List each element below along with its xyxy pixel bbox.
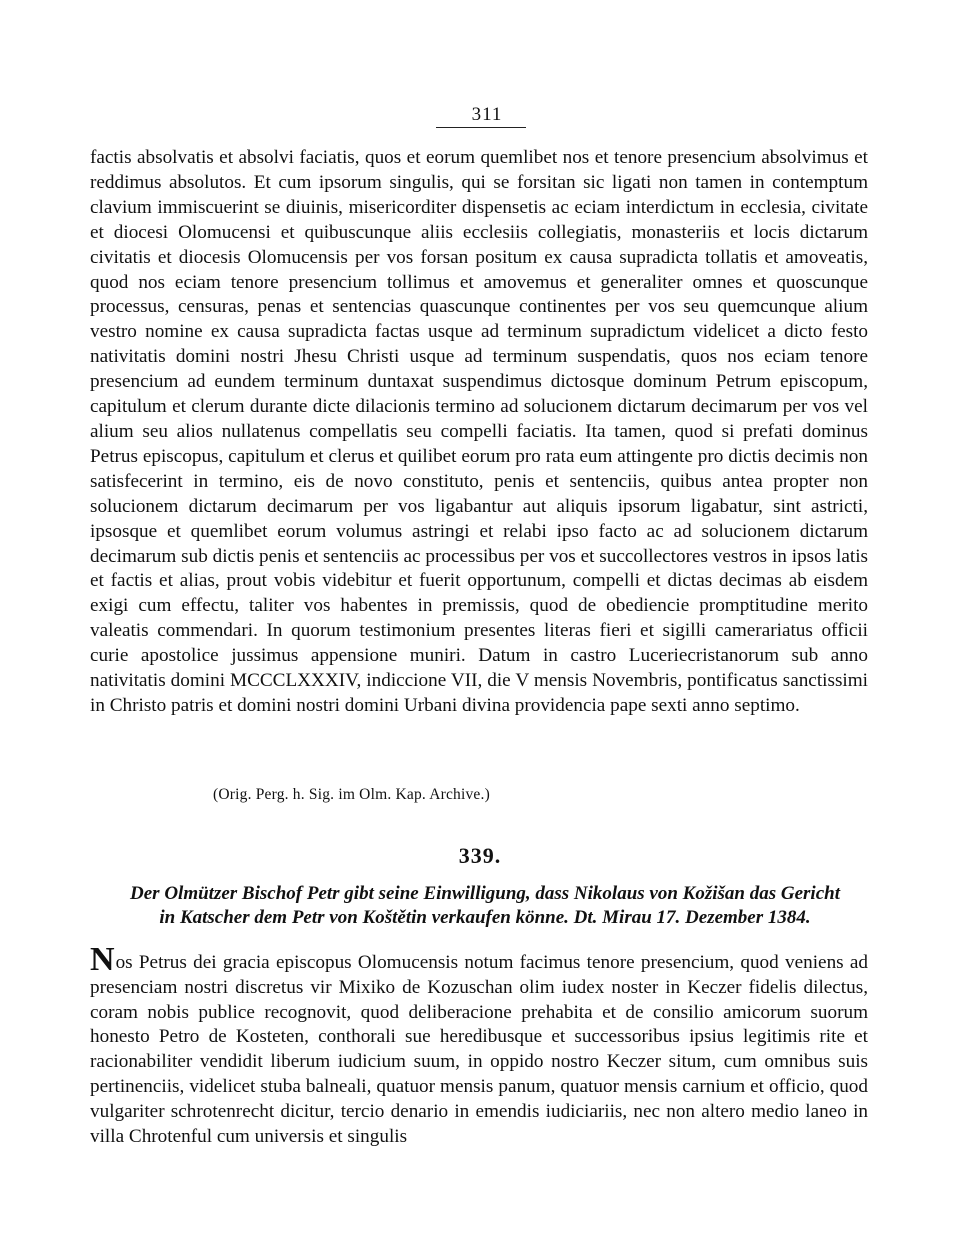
page-number: 311 (471, 104, 503, 125)
source-note: (Orig. Perg. h. Sig. im Olm. Kap. Archive.) (213, 786, 490, 803)
charter-paragraph (90, 941, 868, 1149)
charter-paragraph-text: os Petrus dei gracia episcopus Olomucensis notum facimus tenore presencium, quod veniens ad presenciam nostri discretus vir Mixiko de Kozuschan olim iudex noster in Keczer fidelis dilectus, coram nobis publice recognovit, quod deliberacione prehabita et de consilio amicorum suorum honesto Petro de Kosteten, conthorali sue heredibusque et successoribus ipsius legitimis rite et racionabiliter vendidit liberum iudicium suum, in oppido nostro Keczer situm, cum omnibus suis pertinenciis, videlicet stuba balneali, quatuor mensis panum, quatuor mensis carnium et officio, quod vulgariter schrotenrecht dicitur, tercio denario in emendis iudiciariis, nec non altero medio laneo in villa Chrotenful cum universis et singulis (90, 952, 868, 1147)
heading-line-1: Der Olmützer Bischof Petr gibt seine Einwilligung, dass Nikolaus von Kožišan das Gericht (130, 883, 840, 904)
continuation-paragraph: factis absolvatis et absolvi faciatis, quos et eorum quemlibet nos et tenore presencium absolvimus et reddimus absolutos. Et cum ipsorum singulis, qui se forsitan sic ligati non tamen in contemptum clavium immiscuerint se diuinis, misericorditer dispensetis ac eciam interdictum in ecclesia, civitate et diocesi Olomucensi et quibuscunque aliis ecclesiis collegiatis, monasteriis et locis dictarum civitatis et diocesis Olomucensis per vos forsan positum ex causa supradicta tollatis et amoveatis, quod nos eciam tenore presencium tollimus et amovemus et generaliter omnes et quoscunque processus, censuras, penas et sentencias quascunque continentes per vos seu quemcunque alium vestro nomine ex causa supradicta factas usque ad terminum supradictum videlicet a dicto festo nativitatis domini nostri Jhesu Christi usque ad terminum suspendatis, quos nos eciam tenore presencium ad eundem terminum duntaxat suspendimus dictosque dominum Petrum episcopum, capitulum et clerum durante dicte dilacionis termino ad solucionem dictarum decimarum per vos vel alium seu alios nullatenus compellatis seu compelli faciatis. Ita tamen, quod si prefati dominus Petrus episcopus, capitulum et clerus et quilibet eorum pro rata eum attingente pro dictis decimis non satisfecerint in termino, eis de novo constituto, penis et sentenciis, quibus antea propter non solucionem dictarum decimarum per vos ligabantur aut aliquis ipsorum ligabatur, sint astricti, ipsosque et quemlibet eorum volumus astringi et relabi ipso facto ac ad solucionem dictarum decimarum sub dictis penis et sentenciis ac processibus per vos et succollectores vestros in ipsos latis et factis et alias, prout vobis videbitur et fuerit opportunum, compelli et dictas decimas ab eisdem exigi cum effectu, taliter vos habentes in premissis, quod de obediencie promptitudine merito valeatis commendari. In quorum testimonium presentes literas fieri et sigilli camerariatus officii curie apostolice jussimus appensione muniri. Datum in castro Luceriecristanorum sub anno nativitatis domini MCCCLXXXIV, indiccione VII, die V mensis Novembris, pontificatus sanctissimi in Christo patris et domini nostri domini Urbani divina providencia pape sexti anno septimo. (90, 147, 868, 716)
continuation-text (90, 146, 868, 719)
page-number-rule (436, 127, 526, 128)
document-number: 339. (458, 843, 502, 868)
drop-initial: N (90, 941, 115, 978)
document-heading (100, 882, 870, 930)
heading-line-2: in Katscher dem Petr von Koštětin verkaufen könne. Dt. Mirau 17. Dezember 1384. (159, 907, 811, 928)
charter-text (90, 941, 868, 1149)
